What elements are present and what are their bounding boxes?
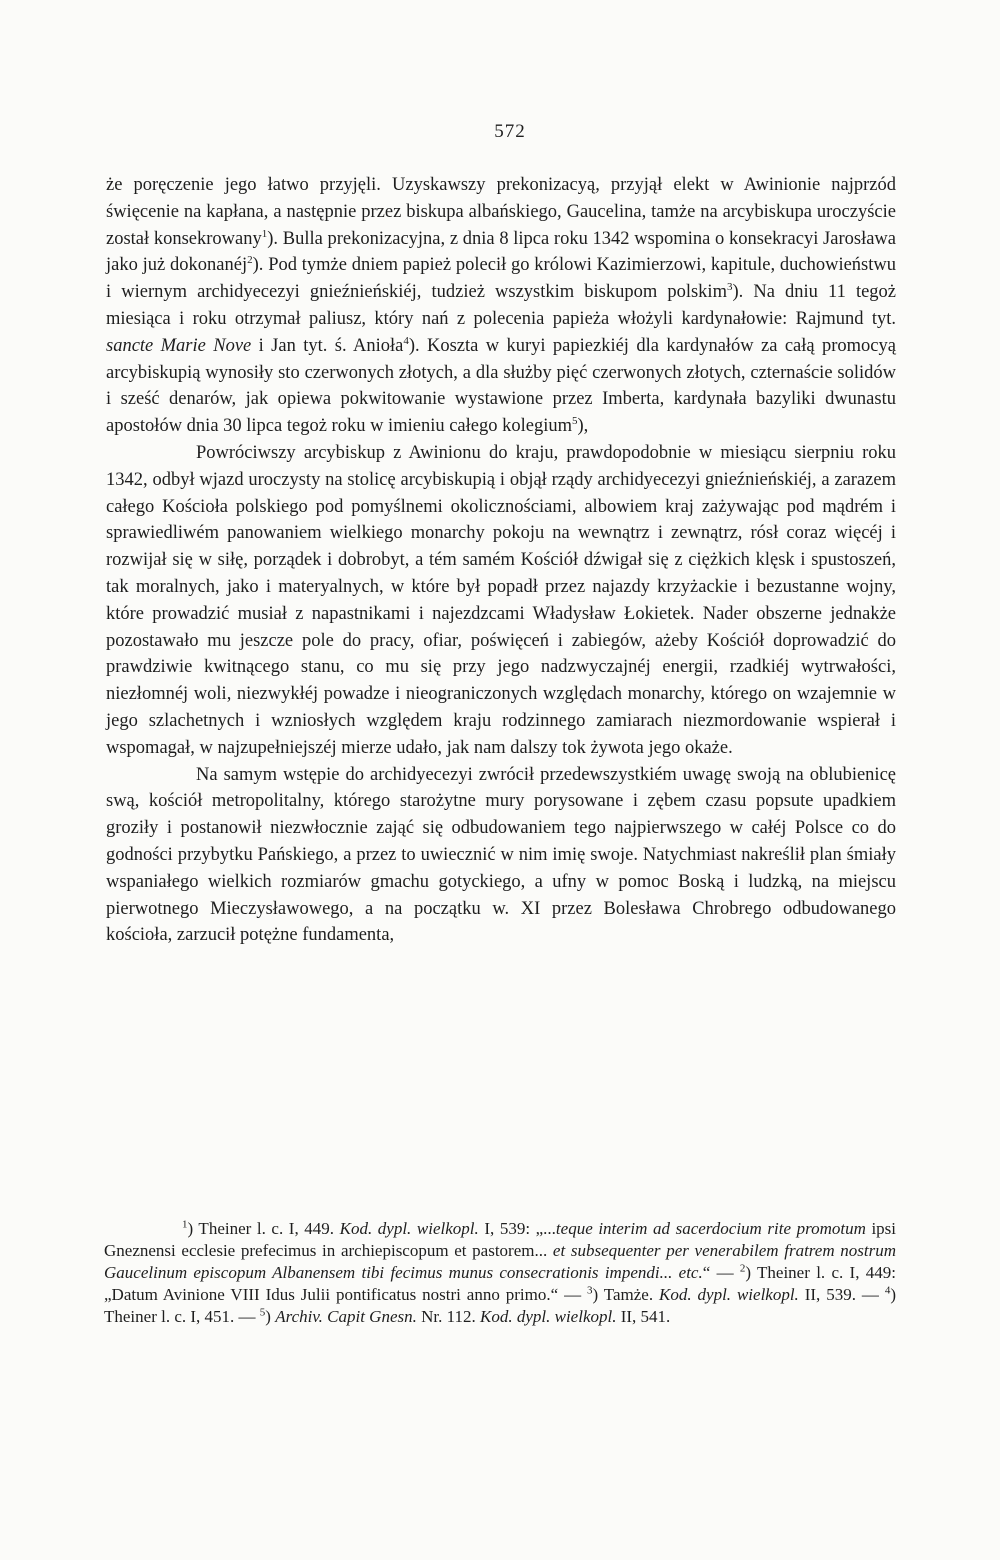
- text-run: ). Pod tymże dniem papież polecił go królowi Kazimierzowi, kapitule, duchowieństwu i wiernym archidyecezyi gnieźnieńskiéj, tudzież wszystkim biskupom polskim: [106, 255, 896, 303]
- paragraph: [106, 440, 896, 762]
- text-run: ) Tamże.: [592, 1285, 660, 1304]
- text-run: ) Theiner l. c. I, 451. —: [104, 1285, 896, 1326]
- text-run: Na samym wstępie do archidyecezyi zwrócił przedewszystkiém uwagę swoją na oblubienicę swą, kościół metropolitalny, którego starożytne mury porysowane i zębem czasu popsute upadkiem groziły i postanowił niezwłocznie zająć się odbudowaniem tego najpierwszego w całéj Polsce co do godności przybytku Pańskiego, a przez to uwiecznić w nim imię swoje. Natychmiast nakreślił plan śmiały wspaniałego wielkich rozmiarów gmachu gotyckiego, a ufny w pomoc Boską i ludzką, na miejscu pierwotnego Mieczysławowego, a na początku w. XI przez Bolesława Chrobrego odbudowanego kościoła, zarzucił potężne fundamenta,: [106, 764, 896, 946]
- footnote-ref: 5: [572, 415, 578, 428]
- text-run: ipsi Gneznensi ecclesie prefecimus in archiepiscopum et pastorem...: [104, 1219, 897, 1260]
- footnote-ref: 5: [259, 1306, 266, 1319]
- text-run: “ —: [702, 1263, 740, 1282]
- footnote-ref: 1: [261, 227, 268, 240]
- italic-text: et subsequenter per venerabilem fratrem nostrum Gaucelinum episcopum Albanensem tibi fecimus munus consecrationis impendi... etc.: [104, 1241, 896, 1282]
- text-run: II, 539. —: [798, 1285, 885, 1304]
- text-run: ): [265, 1307, 276, 1326]
- text-run: i Jan tyt. ś. Anioła: [251, 335, 404, 356]
- footnote-ref: 2: [739, 1262, 746, 1275]
- text-run: I, 539: „...: [478, 1219, 556, 1238]
- text-run: ),: [577, 416, 589, 437]
- text-run: ). Koszta w kuryi papiezkiéj dla kardynałów za całą promocyą arcybiskupią wynosiły sto czerwonych złotych, a dla służby pięć czerwonych złotych, czternaście solidów i sześć denarów, jak opiewa pokwitowanie wystawione przez Imberta, kardynała bazyliki dwunastu apostołów dnia 30 lipca tegoż roku w imieniu całego kolegium: [106, 335, 896, 437]
- italic-text: Kod. dypl. wielkopl.: [480, 1307, 617, 1326]
- text-run: ) Theiner l. c. I, 449: „Datum Avinione VIII Idus Julii pontificatus nostri anno primo.“ —: [104, 1263, 896, 1304]
- footnote-ref: 4: [403, 334, 409, 347]
- main-text: [106, 172, 896, 949]
- italic-text: Kod. dypl. wielkopl.: [339, 1219, 479, 1238]
- italic-text: teque interim ad sacerdocium rite promotum: [555, 1219, 866, 1238]
- footnote-ref: 4: [884, 1284, 891, 1297]
- text-run: ). Na dniu 11 tegoż miesiąca i roku otrzymał paliusz, który nań z polecenia papieża włożyli kardynałowie: Rajmund tyt.: [106, 282, 897, 329]
- footnote-ref: 3: [726, 281, 733, 294]
- text-run: że poręczenie jego łatwo przyjęli. Uzyskawszy prekonizacyą, przyjął elekt w Awinionie najprzód święcenie na kapłana, a następnie przez biskupa albańskiego, Gaucelina, tamże na arcybiskupa uroczyście został konsekrowany: [106, 175, 896, 249]
- text-run: II, 541.: [616, 1307, 671, 1326]
- italic-text: Kod. dypl. wielkopl.: [659, 1285, 799, 1304]
- paragraph: [106, 172, 896, 440]
- text-run: ). Bulla prekonizacyjna, z dnia 8 lipca roku 1342 wspomina o konsekracyi Jarosława jako już dokonanéj: [106, 228, 896, 276]
- footnote-ref: 2: [247, 254, 253, 267]
- text-run: ) Theiner l. c. I, 449.: [187, 1219, 340, 1238]
- text-run: Nr. 112.: [416, 1307, 480, 1326]
- italic-text: Archiv. Capit Gnesn.: [275, 1307, 417, 1326]
- italic-text: sancte Marie Nove: [106, 335, 252, 356]
- footnotes: [104, 1218, 896, 1328]
- page-number: 572: [494, 121, 526, 142]
- footnote-block: [104, 1218, 896, 1328]
- paragraph: [106, 762, 896, 950]
- footnote-ref: 1: [182, 1218, 188, 1231]
- text-run: Powróciwszy arcybiskup z Awinionu do kraju, prawdopodobnie w miesiącu sierpniu roku 1342, odbył wjazd uroczysty na stolicę arcybiskupią i objął rządy archidyecezyi gnieźnieńskiéj, a zarazem całego Kościoła polskiego pod pomyślnemi okolicznościami, albowiem kraj zażywając pod mądrém i sprawiedliwém panowaniem wielkiego monarchy pokoju na wewnątrz i zewnątrz, rósł coraz więcéj i rozwijał się w siłę, porządek i dobrobyt, a tém samém Kościół dźwigał się z ciężkich klęsk i spustoszeń, tak moralnych, jako i materyalnych, w które był popadł przez najazdy krzyżackie i bezustanne wojny, które prowadzić musiał z napastnikami i najezdzcami Władysław Łokietek. Nader obszerne jednakże pozostawało mu jeszcze pole do pracy, ofiar, poświęceń i zabiegów, ażeby Kościół doprowadzić do prawdziwie kwitnącego stanu, co mu się przy jego nadzwyczajnéj energii, rzadkiéj wytrwałości, niezłomnéj woli, niezwykłéj powadze i nieograniczonych względach monarchy, którego on wzajemnie w jego szlachetnych i wzniosłych względem kraju rodzinnego zamiarach niezmordowanie wspierał i wspomagał, w najzupełniejszéj mierze udało, jak nam dalszy tok żywota jego okaże.: [106, 442, 896, 758]
- footnote-ref: 3: [587, 1284, 593, 1297]
